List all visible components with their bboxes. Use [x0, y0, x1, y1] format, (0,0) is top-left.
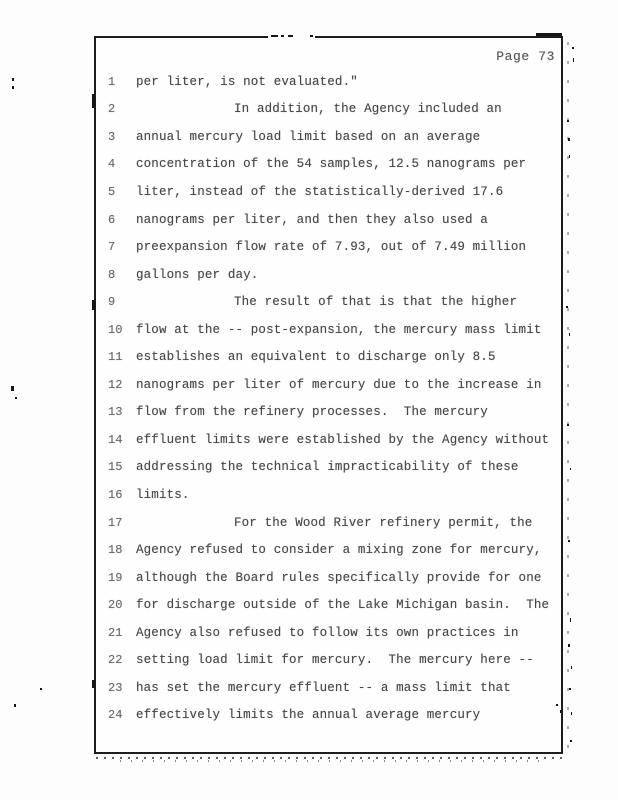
scan-speck — [15, 397, 17, 399]
line-number: 13 — [108, 405, 123, 420]
line-number: 10 — [108, 322, 123, 337]
scan-speck — [569, 688, 571, 690]
line-number: 2 — [108, 102, 116, 117]
scan-speck — [572, 47, 574, 49]
line-text: liter, instead of the statistically-derived 17.6 — [136, 184, 504, 199]
transcript-line — [96, 426, 561, 454]
line-text: preexpansion flow rate of 7.93, out of 7.49 million — [136, 240, 527, 255]
transcript-line — [96, 371, 561, 399]
transcript-line — [96, 123, 561, 151]
scan-noise-bottom-strip — [120, 760, 540, 762]
line-text: nanograms per liter, and then they also used a — [136, 212, 488, 227]
transcript-line — [96, 261, 561, 289]
scan-speck — [281, 35, 284, 37]
line-number: 9 — [108, 295, 116, 310]
line-text: concentration of the 54 samples, 12.5 nanograms per — [136, 157, 527, 172]
scan-speck — [271, 35, 278, 37]
scan-speck — [92, 300, 95, 310]
scan-speck — [288, 35, 293, 37]
scan-speck — [570, 740, 572, 742]
line-number: 15 — [108, 460, 123, 475]
transcript-line — [96, 619, 561, 647]
line-text: flow from the refinery processes. The mercury — [136, 405, 488, 420]
line-text: nanograms per liter of mercury due to the increase in — [136, 377, 542, 392]
line-text: per liter, is not evaluated." — [136, 74, 358, 89]
line-text: For the Wood River refinery permit, the — [234, 515, 533, 530]
scan-speck — [567, 424, 569, 426]
line-text: effluent limits were established by the Agency without — [136, 432, 550, 447]
line-text: limits. — [136, 487, 190, 502]
line-text: flow at the -- post-expansion, the mercury mass limit — [136, 322, 542, 337]
line-number: 22 — [108, 653, 123, 668]
transcript-line — [96, 399, 561, 427]
transcript-line — [96, 233, 561, 261]
scan-speck — [568, 540, 570, 542]
line-text: for discharge outside of the Lake Michigan basin. The — [136, 598, 550, 613]
line-number: 20 — [108, 598, 123, 613]
line-number: 8 — [108, 267, 116, 282]
scan-noise-bottom-strip — [96, 757, 564, 759]
scan-speck — [92, 680, 94, 688]
line-text: Agency refused to consider a mixing zone for mercury, — [136, 543, 542, 558]
scan-speck — [570, 468, 571, 470]
line-number: 6 — [108, 212, 116, 227]
scan-speck — [14, 704, 16, 707]
line-number: 1 — [108, 74, 116, 89]
line-number: 3 — [108, 129, 116, 144]
transcript-lines — [96, 68, 561, 729]
scan-speck — [310, 35, 313, 37]
transcript-line — [96, 288, 561, 316]
scan-speck — [571, 666, 572, 669]
transcript-line — [96, 481, 561, 509]
line-text: addressing the technical impracticability of these — [136, 460, 519, 475]
line-number: 16 — [108, 487, 123, 502]
transcript-line — [96, 454, 561, 482]
transcript-line — [96, 178, 561, 206]
scan-speck — [569, 155, 570, 158]
line-number: 5 — [108, 184, 116, 199]
scan-speck — [568, 138, 570, 141]
scan-speck — [566, 306, 568, 308]
line-number: 14 — [108, 432, 123, 447]
line-number: 12 — [108, 377, 123, 392]
transcript-line — [96, 509, 561, 537]
scan-speck — [573, 58, 574, 62]
scan-speck — [536, 33, 562, 36]
line-text: The result of that is that the higher — [234, 295, 518, 310]
transcript-line — [96, 646, 561, 674]
scan-speck — [556, 704, 558, 706]
transcript-line — [96, 536, 561, 564]
scan-speck — [12, 86, 14, 89]
line-text: setting load limit for mercury. The mercury here -- — [136, 653, 534, 668]
transcript-line — [96, 564, 561, 592]
transcript-line — [96, 674, 561, 702]
line-number: 24 — [108, 708, 123, 723]
scan-speck — [40, 688, 42, 690]
page-number: Page 73 — [496, 49, 555, 64]
page-border-box — [94, 36, 563, 754]
line-text: although the Board rules specifically provide for one — [136, 570, 542, 585]
line-text: In addition, the Agency included an — [234, 102, 502, 117]
transcript-line — [96, 96, 561, 124]
line-number: 18 — [108, 543, 123, 558]
scan-speck — [92, 94, 95, 108]
scan-speck — [567, 120, 569, 122]
line-text: has set the mercury effluent -- a mass limit that — [136, 680, 511, 695]
line-number: 17 — [108, 515, 123, 530]
scan-speck — [570, 618, 571, 622]
line-text: gallons per day. — [136, 267, 259, 282]
scan-speck — [568, 644, 570, 647]
line-number: 21 — [108, 625, 123, 640]
line-text: effectively limits the annual average mercury — [136, 708, 481, 723]
line-number: 23 — [108, 680, 123, 695]
line-number: 7 — [108, 240, 116, 255]
line-text: annual mercury load limit based on an average — [136, 129, 481, 144]
transcript-line — [96, 206, 561, 234]
scan-speck — [12, 78, 14, 81]
line-text: Agency also refused to follow its own practices in — [136, 625, 519, 640]
transcript-line — [96, 68, 561, 96]
scan-speck — [560, 710, 561, 713]
line-text: establishes an equivalent to discharge only 8.5 — [136, 350, 496, 365]
line-number: 19 — [108, 570, 123, 585]
scan-speck — [569, 333, 570, 336]
line-number: 4 — [108, 157, 116, 172]
transcript-line — [96, 702, 561, 730]
transcript-line — [96, 591, 561, 619]
line-number: 11 — [108, 350, 123, 365]
transcript-line — [96, 151, 561, 179]
scan-speck — [571, 712, 572, 715]
transcript-line — [96, 316, 561, 344]
transcript-line — [96, 343, 561, 371]
scan-speck — [11, 386, 14, 391]
